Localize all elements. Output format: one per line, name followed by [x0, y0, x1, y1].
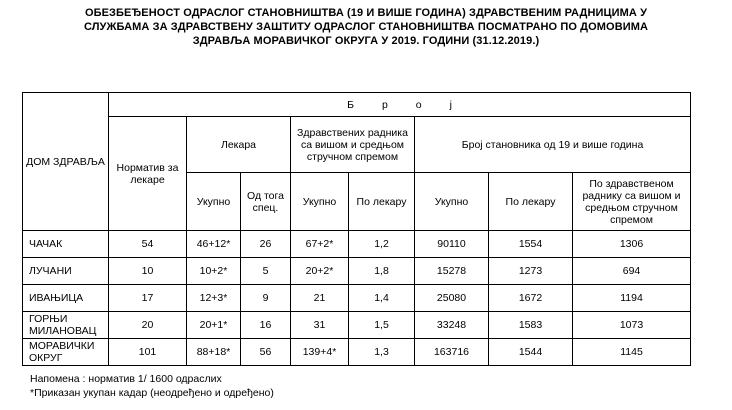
- cell-name: ЛУЧАНИ: [23, 258, 109, 285]
- cell-normativ: 17: [109, 285, 187, 312]
- cell-spec: 56: [241, 339, 291, 366]
- cell-normativ: 10: [109, 258, 187, 285]
- cell-name: МОРАВИЧКИ ОКРУГ: [23, 339, 109, 366]
- cell-lek-ukupno: 88+18*: [187, 339, 241, 366]
- cell-zr-po-lekaru: 1,2: [349, 231, 415, 258]
- cell-zr-ukupno: 31: [291, 312, 349, 339]
- title-line-3: ЗДРАВЉА МОРАВИЧКОГ ОКРУГА У 2019. ГОДИНИ (31.12.2019.): [192, 35, 540, 47]
- cell-st-ukupno: 15278: [415, 258, 489, 285]
- cell-normativ: 20: [109, 312, 187, 339]
- cell-st-ukupno: 90110: [415, 231, 489, 258]
- cell-spec: 5: [241, 258, 291, 285]
- cell-spec: 9: [241, 285, 291, 312]
- cell-zr-po-lekaru: 1,4: [349, 285, 415, 312]
- header-dom-zdravlja: ДОМ ЗДРАВЉА: [23, 93, 109, 231]
- cell-normativ: 101: [109, 339, 187, 366]
- table-row: [23, 312, 691, 339]
- footnote-normativ: Напомена : норматив 1/ 1600 одраслих: [30, 373, 222, 385]
- cell-st-ukupno: 25080: [415, 285, 489, 312]
- header-po-zdr-radniku: По здравственом раднику са вишом и средњом стручном спремом: [573, 173, 691, 231]
- cell-lek-ukupno: 20+1*: [187, 312, 241, 339]
- cell-st-ukupno: 33248: [415, 312, 489, 339]
- title-line-2: СЛУЖБАМА ЗА ЗДРАВСТВЕНУ ЗАШТИТУ ОДРАСЛОГ СТАНОВНИШТВА ПОСМАТРАНО ПО ДОМОВИМА: [83, 21, 649, 33]
- header-row-1: [23, 93, 691, 117]
- cell-zr-ukupno: 67+2*: [291, 231, 349, 258]
- table-row: [23, 285, 691, 312]
- header-od-toga-spec: Од тога спец.: [241, 173, 291, 231]
- cell-spec: 26: [241, 231, 291, 258]
- cell-lek-ukupno: 12+3*: [187, 285, 241, 312]
- header-normativ: Норматив за лекаре: [109, 117, 187, 231]
- header-st-ukupno: Укупно: [415, 173, 489, 231]
- cell-name: ЧАЧАК: [23, 231, 109, 258]
- cell-zr-ukupno: 139+4*: [291, 339, 349, 366]
- header-row-2: [23, 117, 691, 173]
- header-zr-ukupno: Укупно: [291, 173, 349, 231]
- cell-st-po-zr: 1194: [573, 285, 691, 312]
- document-title: [20, 6, 712, 48]
- cell-lek-ukupno: 46+12*: [187, 231, 241, 258]
- footnotes: [30, 372, 274, 400]
- cell-normativ: 54: [109, 231, 187, 258]
- table-row: [23, 339, 691, 366]
- cell-st-po-lekaru: 1544: [489, 339, 573, 366]
- cell-zr-ukupno: 20+2*: [291, 258, 349, 285]
- cell-spec: 16: [241, 312, 291, 339]
- header-lek-ukupno: Укупно: [187, 173, 241, 231]
- cell-st-po-zr: 1073: [573, 312, 691, 339]
- header-broj: Број: [109, 93, 691, 117]
- cell-zr-po-lekaru: 1,5: [349, 312, 415, 339]
- cell-st-po-lekaru: 1554: [489, 231, 573, 258]
- cell-zr-po-lekaru: 1,8: [349, 258, 415, 285]
- table-row: [23, 258, 691, 285]
- header-broj-stanovnika: Број становника од 19 и више година: [415, 117, 691, 173]
- cell-st-po-lekaru: 1583: [489, 312, 573, 339]
- statistics-table: [22, 92, 691, 366]
- cell-name: ГОРЊИ МИЛАНОВАЦ: [23, 312, 109, 339]
- cell-zr-ukupno: 21: [291, 285, 349, 312]
- cell-st-po-zr: 1145: [573, 339, 691, 366]
- table-row: [23, 231, 691, 258]
- title-line-1: ОБЕЗБЕЂЕНОСТ ОДРАСЛОГ СТАНОВНИШТВА (19 И ВИШЕ ГОДИНА) ЗДРАВСТВЕНИМ РАДНИЦИМА У: [84, 7, 648, 19]
- footnote-kadar: *Приказан укупан кадар (неодређено и одређено): [30, 387, 274, 399]
- header-zr-po-lekaru: По лекару: [349, 173, 415, 231]
- cell-st-po-lekaru: 1672: [489, 285, 573, 312]
- cell-st-po-zr: 694: [573, 258, 691, 285]
- cell-st-po-lekaru: 1273: [489, 258, 573, 285]
- header-zdr-radnika: Здравствених радника са вишом и средњом стручном спремом: [291, 117, 415, 173]
- header-lekara: Лекара: [187, 117, 291, 173]
- cell-st-po-zr: 1306: [573, 231, 691, 258]
- cell-st-ukupno: 163716: [415, 339, 489, 366]
- cell-zr-po-lekaru: 1,3: [349, 339, 415, 366]
- cell-lek-ukupno: 10+2*: [187, 258, 241, 285]
- cell-name: ИВАЊИЦА: [23, 285, 109, 312]
- header-st-po-lekaru: По лекару: [489, 173, 573, 231]
